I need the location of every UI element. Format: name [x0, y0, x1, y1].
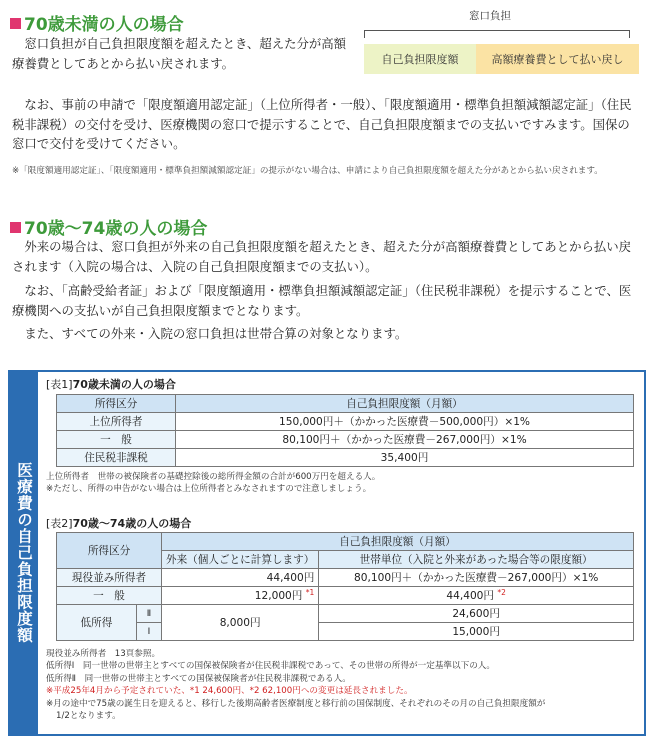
- table2-header-outpatient: 外来（個人ごとに計算します）: [162, 551, 319, 569]
- window-bracket-line: [364, 30, 630, 31]
- pink-square-icon: [10, 222, 21, 233]
- footnote-mark-1: *1: [305, 588, 315, 597]
- table1-caption: [表1]70歳未満の人の場合: [46, 378, 176, 391]
- table1-header-limit: 自己負担限度額（月額）: [176, 395, 634, 413]
- section-title-70-74: 70歳～74歳の人の場合: [10, 214, 207, 239]
- table1-header-category: 所得区分: [57, 395, 176, 413]
- window-payment-diagram: [360, 8, 643, 83]
- footnote-mark-2: *2: [497, 588, 506, 597]
- window-bracket-left: [364, 30, 365, 38]
- section-title-under70: 70歳未満の人の場合: [10, 10, 184, 35]
- table2-header-category: 所得区分: [57, 533, 162, 569]
- sec2-paragraph-1: 外来の場合は、窓口負担が外来の自己負担限度額を超えたとき、超えた分が高額療養費としてあとから払い戻されます（入院の場合は、入院の自己負担限度額までの支払い）。: [12, 239, 632, 274]
- sec1-note: ※「限度額適用認定証」、「限度額適用・標準負担額減額認定証」の提示がない場合は、申請により自己負担限度額を超えた分があとから払い戻されます。: [12, 166, 603, 176]
- table2-70-74: [56, 532, 634, 641]
- sec1-paragraph-1: 窓口負担が自己負担限度額を超えたとき、超えた分が高額療養費としてあとから払い戻されます。: [12, 36, 347, 71]
- self-pay-limit-box: 自己負担限度額: [364, 44, 476, 74]
- window-label: 窓口負担: [450, 8, 530, 23]
- sec2-paragraph-2: なお、「高齢受給者証」および「限度額適用・標準負担額減額認定証」（住民税非課税）を提示することで、医療機関への支払いが自己負担限度額までとなります。: [12, 283, 632, 318]
- table-row: 一 般 80,100円＋（かかった医療費－267,000円）×1%: [57, 431, 634, 449]
- window-bracket-right: [629, 30, 630, 38]
- table2-header-household: 世帯単位（入院と外来があった場合等の限度額）: [319, 551, 634, 569]
- self-pay-limit-panel: [8, 370, 646, 736]
- sec1-paragraph-2: なお、事前の申請で「限度額適用認定証」（上位所得者・一般）、「限度額適用・標準負担額減額認定証」（住民税非課税）の交付を受け、医療機関の窓口で提示することで、自己負担限度額までの支払いですみます。国保の窓口で交付を受けてください。: [12, 97, 632, 151]
- red-note: ※平成25年4月から予定されていた、*1 24,600円、*2 62,100円への変更は延長されました。: [46, 686, 413, 697]
- table-row: 一 般 12,000円 $^{*1}$ 44,400円 $^{*2}$: [57, 587, 634, 605]
- table-row: Ⅰ 15,000円: [57, 623, 634, 641]
- pink-square-icon: [10, 18, 21, 29]
- table2-caption: [表2]70歳～74歳の人の場合: [46, 517, 192, 530]
- sec2-paragraph-3: また、すべての外来・入院の窓口負担は世帯合算の対象となります。: [24, 326, 408, 341]
- refund-box: 高額療養費として払い戻し: [476, 44, 639, 74]
- panel-side-title: 医療費の自己負担限度額: [10, 372, 38, 734]
- table-row: 低所得 Ⅱ 8,000円 24,600円: [57, 605, 634, 623]
- table1-under70: [56, 394, 634, 467]
- table-row: 住民税非課税 35,400円: [57, 449, 634, 467]
- table1-notes: 上位所得者 世帯の被保険者の基礎控除後の総所得金額の合計が600万円を超える人。 ※ただし、所得の申告がない場合は上位所得者とみなされますので注意しましょう。: [46, 472, 381, 495]
- table-row: 上位所得者 150,000円＋（かかった医療費－500,000円）×1%: [57, 413, 634, 431]
- table-row: 現役並み所得者 44,400円 80,100円＋（かかった医療費－267,000円）×1%: [57, 569, 634, 587]
- table2-notes: 現役並み所得者 13頁参照。 低所得Ⅰ 同一世帯の世帯主とすべての国保被保険者が住民税非課税であって、その世帯の所得が一定基準以下の人。 低所得Ⅱ 同一世帯の世帯主とすべての国保被保険者が住民税非課税である人。 ※平成25年4月から予定されていた、*1 24,600円、*2 62,100円への変更は延長されました。 ※月の途中で75歳の誕生日を迎えると、移行した後期高齢者医療制度と移行前の国保制度、それぞれのその月の自己負担限度額が 1/2となります。: [46, 648, 638, 722]
- table2-header-limit: 自己負担限度額（月額）: [162, 533, 634, 551]
